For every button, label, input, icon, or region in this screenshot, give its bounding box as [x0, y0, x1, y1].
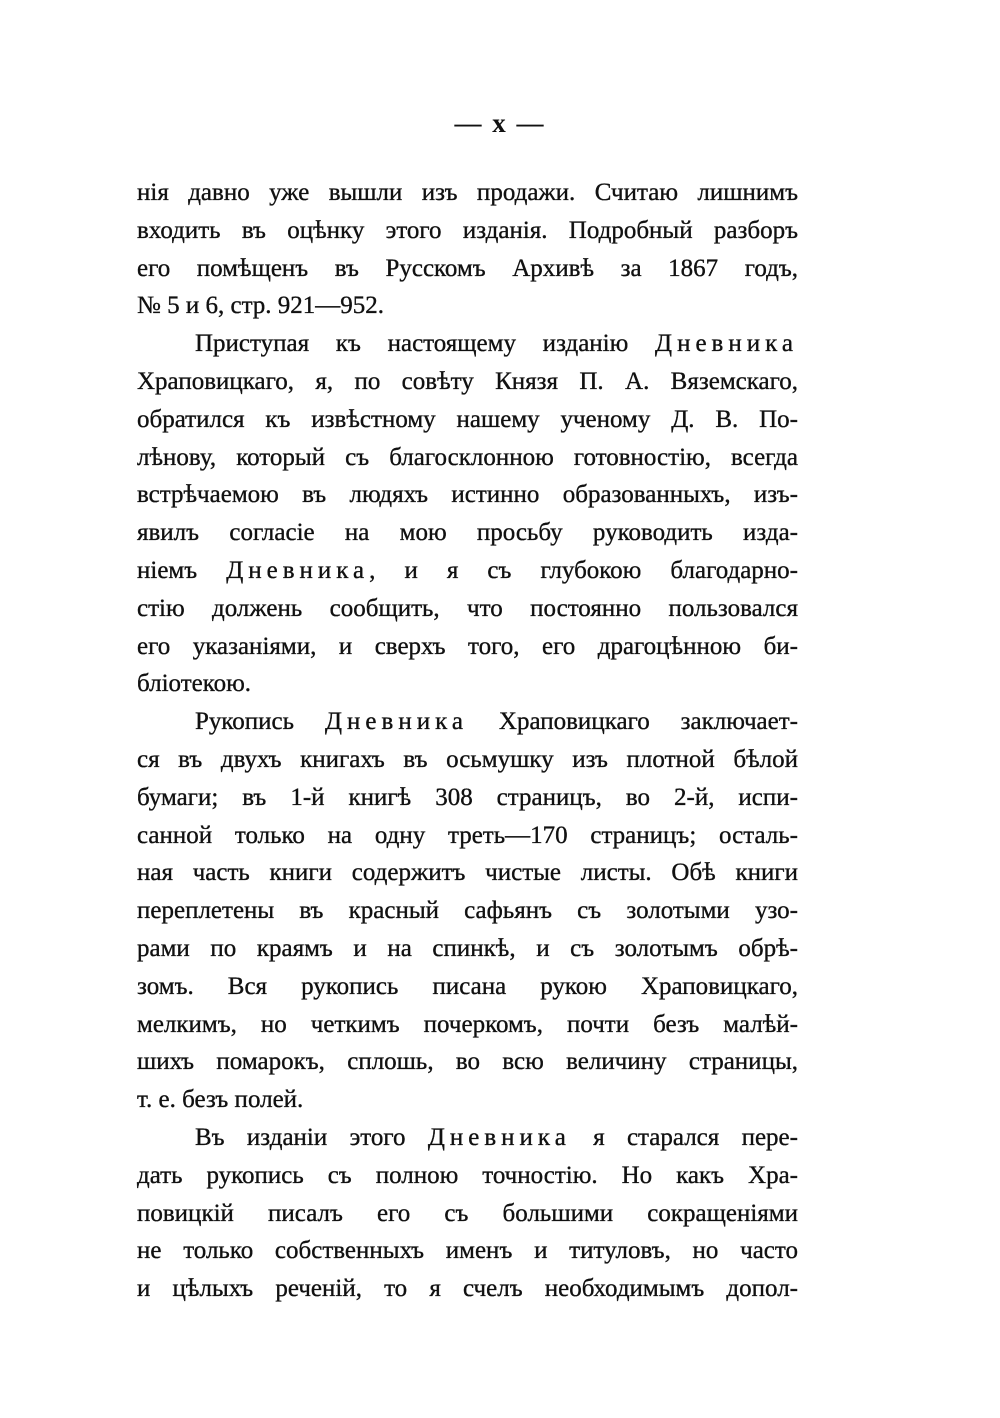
paragraph: [137, 174, 798, 325]
text-segment: повицкій писалъ его съ большими сокращеніями: [137, 1199, 798, 1227]
text-line: [137, 1119, 798, 1157]
text-segment: зомъ. Вся рукопись писана рукою Храповицкаго,: [137, 972, 798, 1000]
text-line: [137, 1157, 798, 1195]
text-segment: ная часть книги содержитъ чистые листы. Обѣ книги: [137, 859, 798, 887]
text-line: [137, 703, 798, 741]
text-line: [137, 779, 798, 817]
text-segment: Храповицкаго, я, по совѣту Князя П. А. Вяземскаго,: [137, 367, 798, 395]
text-line: [137, 212, 798, 250]
text-line: [137, 1232, 798, 1270]
emphasized-text: Дневника: [226, 556, 370, 584]
text-line: [137, 968, 798, 1006]
text-segment: ніемъ: [137, 556, 227, 584]
text-line: [137, 1006, 798, 1044]
text-segment: встрѣчаемою въ людяхъ истинно образованныхъ, изъ-: [137, 481, 798, 509]
text-segment: нія давно уже вышли изъ продажи. Считаю лишнимъ: [137, 179, 798, 206]
text-line: [137, 930, 798, 968]
body-text: [137, 174, 798, 1308]
emphasized-text: Дневника: [427, 1123, 571, 1151]
text-segment: переплетены въ красный сафьянъ съ золотыми узо-: [137, 897, 798, 925]
text-line: [137, 250, 798, 288]
paragraph: [137, 703, 798, 1119]
text-segment: я старался пере-: [570, 1123, 798, 1151]
text-line: [137, 741, 798, 779]
text-segment: обратился къ извѣстному нашему ученому Д. В. По-: [137, 405, 798, 433]
text-line: [137, 325, 798, 363]
text-line: [137, 287, 798, 325]
text-line: [137, 892, 798, 930]
text-segment: входить въ оцѣнку этого изданія. Подробный разборъ: [137, 216, 798, 244]
text-line: [137, 476, 798, 514]
text-line: [137, 817, 798, 855]
text-line: [137, 1270, 798, 1308]
text-segment: явилъ согласіе на мою просьбу руководить изда-: [137, 519, 798, 547]
text-line: [137, 401, 798, 439]
paragraph: [137, 325, 798, 703]
text-segment: Приступая къ настоящему изданію: [195, 330, 656, 358]
text-segment: ся въ двухъ книгахъ въ осьмушку изъ плотной бѣлой: [137, 745, 798, 773]
text-segment: мелкимъ, но четкимъ почеркомъ, почти безъ малѣй-: [137, 1010, 798, 1038]
text-line: [137, 628, 798, 666]
text-segment: шихъ помарокъ, сплошь, во всю величину страницы,: [137, 1048, 798, 1076]
page-number: — x —: [454, 108, 546, 138]
text-segment: бліотекою.: [137, 670, 252, 698]
text-line: [137, 439, 798, 477]
text-segment: санной только на одну треть—170 страницъ; осталь-: [137, 821, 798, 849]
text-segment: дать рукопись съ полною точностію. Но какъ Хра-: [137, 1161, 798, 1189]
text-segment: его помѣщенъ въ Русскомъ Архивѣ за 1867 годъ,: [137, 254, 798, 282]
text-line: [137, 1081, 798, 1119]
text-segment: рами по краямъ и на спинкѣ, и съ золотымъ обрѣ-: [137, 934, 798, 962]
text-segment: и цѣлыхъ реченій, то я счелъ необходимымъ допол-: [137, 1275, 798, 1303]
text-segment: бумаги; въ 1-й книгѣ 308 страницъ, во 2-й, испи-: [137, 783, 798, 811]
text-segment: т. е. безъ полей.: [137, 1086, 304, 1114]
text-line: [137, 1195, 798, 1233]
paragraph: [137, 1119, 798, 1308]
text-line: [137, 1043, 798, 1081]
text-segment: № 5 и 6, стр. 921—952.: [137, 292, 385, 320]
text-line: [137, 552, 798, 590]
text-line: [137, 363, 798, 401]
text-line: [137, 854, 798, 892]
text-line: [137, 174, 798, 212]
text-segment: Храповицкаго заключает-: [467, 708, 798, 736]
text-segment: Рукопись: [195, 708, 325, 736]
text-line: [137, 665, 798, 703]
text-segment: Въ изданіи этого: [195, 1123, 428, 1151]
emphasized-text: Дневника: [325, 708, 468, 736]
text-segment: стію должень сообщить, что постоянно пользовался: [137, 594, 798, 622]
text-line: [137, 590, 798, 628]
emphasized-text: Дневника: [655, 330, 798, 358]
text-segment: , и я съ глубокою благодарно-: [369, 556, 798, 584]
text-segment: не только собственныхъ именъ и титуловъ, но часто: [137, 1237, 798, 1265]
text-segment: его указаніями, и сверхъ того, его драгоцѣнною би-: [137, 632, 798, 660]
text-segment: лѣнову, который съ благосклонною готовностію, всегда: [137, 443, 798, 471]
text-line: [137, 514, 798, 552]
